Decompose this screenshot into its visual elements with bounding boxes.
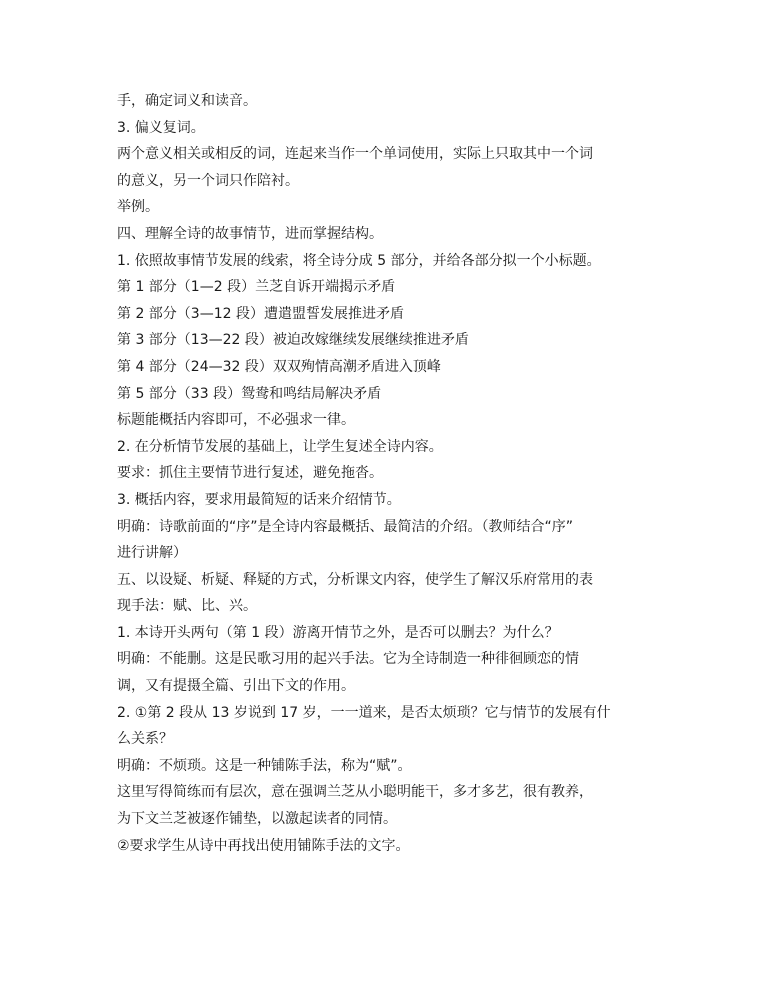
text-line: 明确：不烦琐。这是一种铺陈手法，称为“赋”。 [117,757,412,774]
text-line: 第 1 部分（1—2 段）兰芝自诉开端揭示矛盾 [117,279,396,296]
text-line: 3. 偏义复词。 [117,119,205,136]
text-line: 的意义，另一个词只作陪衬。 [117,172,299,189]
section-heading: 四、理解全诗的故事情节，进而掌握结构。 [117,225,383,242]
text-line: 为下文兰芝被逐作铺垫，以激起读者的同情。 [117,811,397,828]
text-line: 第 4 部分（24—32 段）双双殉情高潮矛盾进入顶峰 [117,358,441,375]
text-line: 2. 在分析情节发展的基础上，让学生复述全诗内容。 [117,438,443,455]
text-line: 么关系？ [117,731,173,748]
section-heading: 五、以设疑、析疑、释疑的方式，分析课文内容，使学生了解汉乐府常用的表 [117,571,593,588]
text-line: 第 3 部分（13—22 段）被迫改嫁继续发展继续推进矛盾 [117,332,469,349]
text-line: 手，确定词义和读音。 [117,93,257,109]
text-line: 现手法：赋、比、兴。 [117,598,257,615]
text-line: ②要求学生从诗中再找出使用铺陈手法的文字。 [117,837,410,854]
text-line: 进行讲解） [117,545,187,562]
text-line: 明确：不能删。这是民歌习用的起兴手法。它为全诗制造一种徘徊顾恋的情 [117,651,579,668]
text-line: 1. 本诗开头两句（第 1 段）游离开情节之外，是否可以删去？为什么？ [117,624,559,641]
text-line: 调，又有提摄全篇、引出下文的作用。 [117,678,355,695]
text-line: 标题能概括内容即可，不必强求一律。 [117,412,355,429]
text-line: 2. ①第 2 段从 13 岁说到 17 岁，一一道来，是否太烦琐？它与情节的发展有什 [117,704,611,721]
text-line: 1. 依照故事情节发展的线索，将全诗分成 5 部分，并给各部分拟一个小标题。 [117,252,601,269]
text-line: 第 2 部分（3—12 段）遭遣盟誓发展推进矛盾 [117,305,404,322]
text-line: 这里写得简练而有层次，意在强调兰芝从小聪明能干，多才多艺，很有教养， [117,784,593,801]
text-line: 第 5 部分（33 段）鸳鸯和鸣结局解决矛盾 [117,385,382,402]
text-line: 要求：抓住主要情节进行复述，避免拖沓。 [117,465,383,482]
text-line: 明确：诗歌前面的“序”是全诗内容最概括、最简洁的介绍。（教师结合“序” [117,518,574,535]
document-body [117,88,662,859]
text-line: 两个意义相关或相反的词，连起来当作一个单词使用，实际上只取其中一个词 [117,146,593,163]
text-line: 3. 概括内容，要求用最简短的话来介绍情节。 [117,491,401,508]
text-line: 举例。 [117,199,159,216]
